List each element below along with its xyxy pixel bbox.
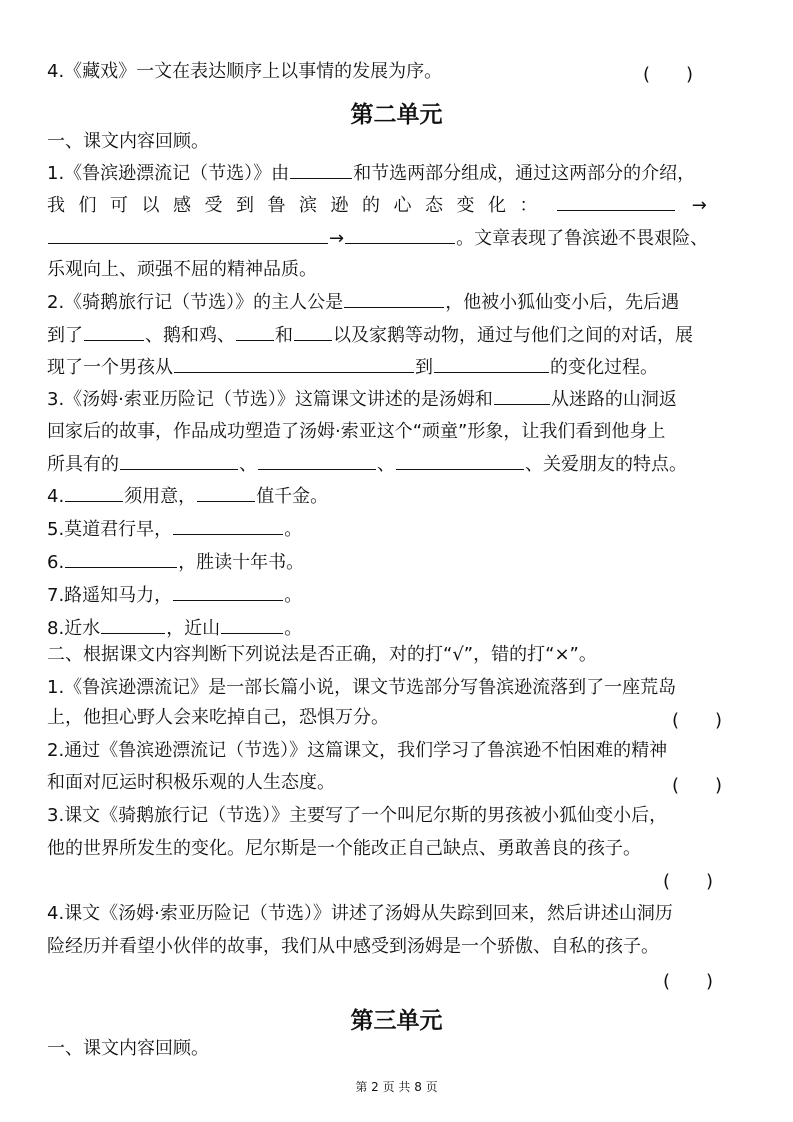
unit3-title: 第三单元 bbox=[350, 1008, 443, 1034]
judge2-line2: 和面对厄运时积极乐观的人生态度。 bbox=[47, 772, 335, 793]
blank[interactable] bbox=[290, 161, 352, 179]
text: 。文章表现了鲁滨逊不畏艰险、 bbox=[456, 228, 709, 249]
text: 现了一个男孩从 bbox=[47, 357, 173, 378]
q7 bbox=[47, 583, 302, 608]
item-text: 4.《藏戏》一文在表达顺序上以事情的发展为序。 bbox=[47, 61, 443, 82]
text: 5.莫道君行早， bbox=[47, 519, 173, 540]
section-heading: 一、课文内容回顾。 bbox=[47, 131, 209, 152]
text: 从迷路的山洞返 bbox=[550, 389, 677, 410]
text: 的变化过程。 bbox=[550, 357, 658, 378]
page-footer: 第 2 页 共 8 页 bbox=[355, 1080, 438, 1094]
text: 、 bbox=[239, 454, 257, 475]
text: 。 bbox=[284, 618, 303, 639]
judge4-line1: 4.课文《汤姆·索亚历险记（节选）》讲述了汤姆从失踪到回来，然后讲述山洞历 bbox=[47, 903, 673, 924]
q8 bbox=[47, 616, 302, 641]
judge3-line2: 他的世界所发生的变化。尼尔斯是一个能改正自己缺点、勇敢善良的孩子。 bbox=[47, 838, 641, 859]
q1-line4: 乐观向上、顽强不屈的精神品质。 bbox=[47, 259, 317, 280]
blank[interactable] bbox=[557, 193, 675, 211]
blank[interactable] bbox=[84, 323, 144, 341]
answer-paren[interactable]: ( ) bbox=[672, 775, 723, 796]
q4 bbox=[47, 484, 328, 509]
q2-line2 bbox=[47, 323, 693, 348]
text: 6. bbox=[47, 552, 65, 573]
text: 到了 bbox=[47, 325, 83, 346]
text: 、关爱朋友的特点。 bbox=[525, 454, 687, 475]
blank[interactable] bbox=[65, 484, 123, 502]
text: 须用意， bbox=[124, 486, 197, 507]
judge2-line1: 2.通过《鲁滨逊漂流记（节选）》这篇课文，我们学习了鲁滨逊不怕困难的精神 bbox=[47, 740, 668, 761]
text: 。 bbox=[284, 519, 303, 540]
q2-line1 bbox=[47, 290, 679, 315]
q5 bbox=[47, 517, 302, 542]
q3-line3 bbox=[47, 452, 687, 477]
blank[interactable] bbox=[173, 517, 283, 535]
blank[interactable] bbox=[494, 387, 550, 405]
blank[interactable] bbox=[345, 226, 455, 244]
blank[interactable] bbox=[65, 550, 177, 568]
text: ，近山 bbox=[166, 618, 221, 639]
text: 所具有的 bbox=[47, 454, 119, 475]
text: 3.《汤姆·索亚历险记（节选）》这篇课文讲述的是汤姆和 bbox=[47, 389, 493, 410]
text: 到 bbox=[415, 357, 433, 378]
text: 4. bbox=[47, 486, 65, 507]
arrow: → bbox=[691, 195, 707, 216]
text: 1.《鲁滨逊漂流记（节选）》由 bbox=[47, 163, 290, 184]
blank[interactable] bbox=[174, 355, 414, 373]
blank[interactable] bbox=[258, 452, 376, 470]
blank[interactable] bbox=[344, 290, 444, 308]
q1-line1 bbox=[47, 161, 695, 186]
text: ，他被小狐仙变小后，先后遇 bbox=[445, 292, 680, 313]
text: 、 bbox=[377, 454, 395, 475]
text: 和 bbox=[275, 325, 293, 346]
q3-line1 bbox=[47, 387, 677, 412]
q6 bbox=[47, 550, 304, 575]
judge4-line2: 险经历并看望小伙伴的故事，我们从中感受到汤姆是一个骄傲、自私的孩子。 bbox=[47, 936, 659, 957]
arrow: → bbox=[329, 228, 345, 249]
text: 、鹅和鸡、 bbox=[145, 325, 235, 346]
section2-heading: 二、根据课文内容判断下列说法是否正确，对的打“√”，错的打“×”。 bbox=[47, 644, 597, 665]
blank[interactable] bbox=[434, 355, 549, 373]
text: 值千金。 bbox=[256, 486, 329, 507]
answer-paren[interactable]: ( ) bbox=[643, 64, 694, 85]
section-heading: 一、课文内容回顾。 bbox=[47, 1038, 209, 1059]
q2-line3 bbox=[47, 355, 658, 380]
text: 2.《骑鹅旅行记（节选）》的主人公是 bbox=[47, 292, 344, 313]
blank[interactable] bbox=[294, 323, 332, 341]
q1-line2 bbox=[47, 193, 707, 218]
answer-paren[interactable]: ( ) bbox=[663, 971, 714, 992]
q3-line2: 回家后的故事，作品成功塑造了汤姆·索亚这个“顽童”形象，让我们看到他身上 bbox=[47, 421, 666, 442]
blank[interactable] bbox=[120, 452, 238, 470]
text: 以及家鹅等动物，通过与他们之间的对话，展 bbox=[333, 325, 693, 346]
blank[interactable] bbox=[197, 484, 255, 502]
judge1-line1: 1.《鲁滨逊漂流记》是一部长篇小说，课文节选部分写鲁滨逊流落到了一座荒岛 bbox=[47, 677, 677, 698]
text: 8.近水 bbox=[47, 618, 101, 639]
text: 。 bbox=[284, 585, 303, 606]
blank[interactable] bbox=[173, 583, 283, 601]
text: 和节选两部分组成，通过这两部分的介绍， bbox=[353, 163, 696, 184]
unit2-title: 第二单元 bbox=[350, 102, 443, 128]
judge3-line1: 3.课文《骑鹅旅行记（节选）》主要写了一个叫尼尔斯的男孩被小狐仙变小后， bbox=[47, 805, 668, 826]
prev-item-4 bbox=[47, 60, 442, 84]
blank[interactable] bbox=[101, 616, 165, 634]
answer-paren[interactable]: ( ) bbox=[672, 710, 723, 731]
blank[interactable] bbox=[236, 323, 274, 341]
blank[interactable] bbox=[396, 452, 524, 470]
answer-paren[interactable]: ( ) bbox=[663, 871, 714, 892]
judge1-line2: 上，他担心野人会来吃掉自己，恐惧万分。 bbox=[47, 707, 389, 728]
text: ，胜读十年书。 bbox=[178, 552, 305, 573]
text: 7.路遥知马力， bbox=[47, 585, 173, 606]
text: 我们可以感受到鲁滨逊的心态变化： bbox=[47, 195, 551, 216]
q1-line3 bbox=[47, 226, 708, 251]
blank[interactable] bbox=[221, 616, 283, 634]
blank[interactable] bbox=[48, 226, 328, 244]
